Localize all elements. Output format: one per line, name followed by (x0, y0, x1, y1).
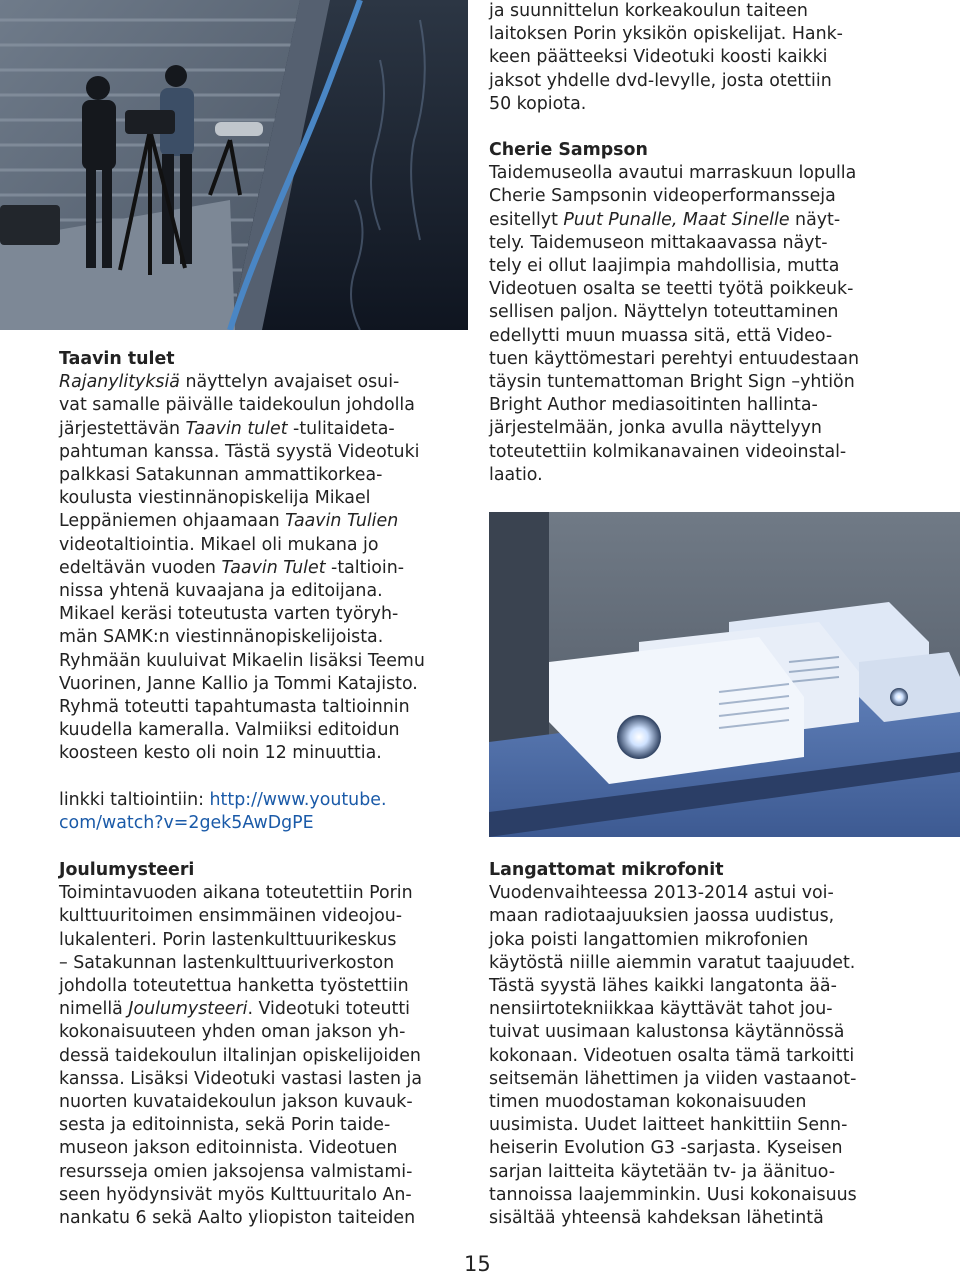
text-line: heiserin Evolution G3 -sarjasta. Kyseisen (489, 1138, 843, 1159)
text-run: edeltävän vuoden (59, 557, 222, 578)
text-line: kulttuuritoimen ensimmäinen videojou- (59, 906, 403, 927)
section-heading: Joulumysteeri (59, 860, 195, 880)
text-line: kuudella kameralla. Valmiiksi editoidun (59, 720, 400, 741)
text-line: sisältää yhteensä kahdeksan lähetintä (489, 1208, 824, 1229)
text-line: koulusta viestinnänopiskelija Mikael (59, 488, 371, 509)
text-line: nuorten kuvataidekoulun jakson kuvauk- (59, 1092, 413, 1113)
text-run: esitellyt (489, 209, 564, 230)
column-right-top (489, 0, 843, 116)
text-run: järjestettävän (59, 418, 186, 439)
text-line (59, 789, 386, 812)
text-line: maan radiotaajuuksien jaossa uudistus, (489, 906, 835, 927)
text-line (59, 557, 425, 580)
text-line: Cherie Sampsonin videoperformansseja (489, 186, 836, 207)
section-taavin-tulet (59, 348, 425, 766)
page-number: 15 (464, 1252, 491, 1276)
text-line: palkkasi Satakunnan ammattikorkea- (59, 465, 383, 486)
text-run: -tulitaideta- (287, 418, 395, 439)
text-line: Taidemuseolla avautui marraskuun lopulla (489, 163, 857, 184)
photo-projectors-image (489, 512, 960, 837)
text-line: sarjan laitteita käytetään tv- ja äänituo- (489, 1161, 836, 1182)
photo-film-crew-image (0, 0, 468, 330)
text-line: joka poisti langattomien mikrofonien (489, 929, 809, 950)
text-line: toteutettiin kolmikanavainen videoinstal- (489, 441, 847, 462)
text-line: lukalenteri. Porin lastenkulttuurikeskus (59, 929, 397, 950)
text-line: täysin tuntemattoman Bright Sign –yhtiön (489, 372, 855, 393)
text-line: laitoksen Porin yksikön opiskelijat. Hank- (489, 24, 843, 45)
text-run: -taltioin- (325, 557, 405, 578)
text-line: nankatu 6 sekä Aalto yliopiston taiteiden (59, 1208, 416, 1229)
text-line: män SAMK:n viestinnänopiskelijoista. (59, 627, 384, 648)
text-line: Mikael keräsi toteutusta varten työryh- (59, 604, 399, 625)
text-line: kokonaisuuteen yhden oman jakson yh- (59, 1022, 406, 1043)
italic-title: Taavin Tulet (221, 557, 326, 578)
text-line (59, 418, 425, 441)
video-link-block (59, 789, 386, 835)
link-label: linkki taltiointiin: (59, 790, 210, 810)
text-line: koosteen kesto oli noin 12 minuuttia. (59, 743, 382, 764)
text-line (59, 371, 425, 394)
youtube-link[interactable]: http://www.youtube. (209, 790, 387, 810)
text-line: edellytti muun muassa sitä, että Video- (489, 325, 833, 346)
text-run: nimellä (59, 999, 129, 1020)
text-line (489, 209, 859, 232)
text-line: käytöstä niille aiemmin varatut taajuudet. (489, 952, 856, 973)
section-joulumysteeri (59, 859, 422, 1230)
text-line: Ryhmä toteutti tapahtumasta taltioinnin (59, 697, 410, 718)
section-heading: Langattomat mikrofonit (489, 860, 724, 880)
text-line: Vuorinen, Janne Kallio ja Tommi Katajisto. (59, 673, 418, 694)
text-line: sesta ja editoinnista, sekä Porin taide- (59, 1115, 391, 1136)
text-line: Ryhmään kuuluivat Mikaelin lisäksi Teemu (59, 650, 425, 671)
photo-film-crew (0, 0, 468, 330)
section-cherie-sampson (489, 139, 859, 487)
section-heading: Taavin tulet (59, 349, 175, 369)
text-line: keen päätteeksi Videotuki koosti kaikki (489, 47, 828, 68)
youtube-link-continued[interactable]: com/watch?v=2gek5AwDgPE (59, 813, 314, 834)
text-line: vat samalle päivälle taidekoulun johdolla (59, 395, 415, 416)
photo-projectors (489, 512, 960, 837)
text-line: Videotuen osalta se teetti työtä poikkeuk- (489, 279, 854, 300)
section-langattomat-mikrofonit (489, 859, 857, 1230)
text-line: pahtuman kanssa. Tästä syystä Videotuki (59, 441, 420, 462)
text-line: videotaltiointia. Mikael oli mukana jo (59, 534, 379, 555)
text-line: tuen käyttömestari perehtyi entuudestaan (489, 348, 860, 369)
text-line: järjestelmään, jonka avulla näyttelyyn (489, 418, 822, 439)
text-line: tannoissa laajemminkin. Uusi kokonaisuus (489, 1184, 857, 1205)
text-line: seen hyödynsivät myös Kulttuuritalo An- (59, 1184, 412, 1205)
italic-title: Puut Punalle, Maat Sinelle (563, 209, 790, 230)
text-line: Tästä syystä lähes kaikki langatonta ää- (489, 976, 837, 997)
text-line: sellisen paljon. Näyttelyn toteuttaminen (489, 302, 839, 323)
text-line: museon jakson editoinnista. Videotuen (59, 1138, 398, 1159)
text-run: . Videotuki toteutti (247, 999, 411, 1020)
text-run: Leppäniemen ohjaamaan (59, 511, 286, 532)
text-line: Toimintavuoden aikana toteutettiin Porin (59, 883, 413, 904)
text-line: nensiirtotekniikkaa käyttävät tahot jou- (489, 999, 833, 1020)
text-line (59, 812, 386, 835)
text-run: näyt- (789, 209, 841, 230)
text-line: Bright Author mediasoitinten hallinta- (489, 395, 818, 416)
italic-title: Joulumysteeri (128, 999, 248, 1020)
italic-title: Taavin tulet (185, 418, 288, 439)
text-line: ja suunnittelun korkeakoulun taiteen (489, 1, 808, 21)
text-run: näyttelyn avajaiset osui- (179, 372, 400, 393)
text-line (59, 998, 422, 1021)
section-heading: Cherie Sampson (489, 140, 648, 160)
text-line: kanssa. Lisäksi Videotuki vastasi lasten ja (59, 1068, 423, 1089)
text-line: laatio. (489, 464, 543, 485)
text-line: seitsemän lähettimen ja viiden vastaanot- (489, 1068, 857, 1089)
italic-title: Taavin Tulien (285, 511, 399, 532)
text-line: Vuodenvaihteessa 2013-2014 astui voi- (489, 883, 834, 904)
text-line: uusimista. Uudet laitteet hankittiin Senn- (489, 1115, 848, 1136)
text-line: tely ei ollut laajimpia mahdollisia, mutta (489, 256, 840, 277)
text-line: dessä taidekoulun iltalinjan opiskelijoiden (59, 1045, 421, 1066)
text-line: kokonaan. Videotuen osalta tämä tarkoitti (489, 1045, 855, 1066)
text-line: johdolla toteutettua hanketta työstettiin (59, 976, 409, 997)
text-line: nissa yhtenä kuvaajana ja editoijana. (59, 581, 383, 602)
text-line: resursseja omien jaksojensa valmistami- (59, 1161, 413, 1182)
text-line: jaksot yhdelle dvd-levylle, josta otettiin (489, 70, 832, 91)
italic-title: Rajanylityksiä (59, 372, 180, 393)
text-line: tely. Taidemuseon mittakaavassa näyt- (489, 232, 828, 253)
text-line: tuivat uusimaan kalustonsa käytännössä (489, 1022, 845, 1043)
text-line: – Satakunnan lastenkulttuuriverkoston (59, 952, 395, 973)
text-line: 50 kopiota. (489, 93, 587, 114)
text-line: timen muodostaman kokonaisuuden (489, 1092, 807, 1113)
text-line (59, 510, 425, 533)
